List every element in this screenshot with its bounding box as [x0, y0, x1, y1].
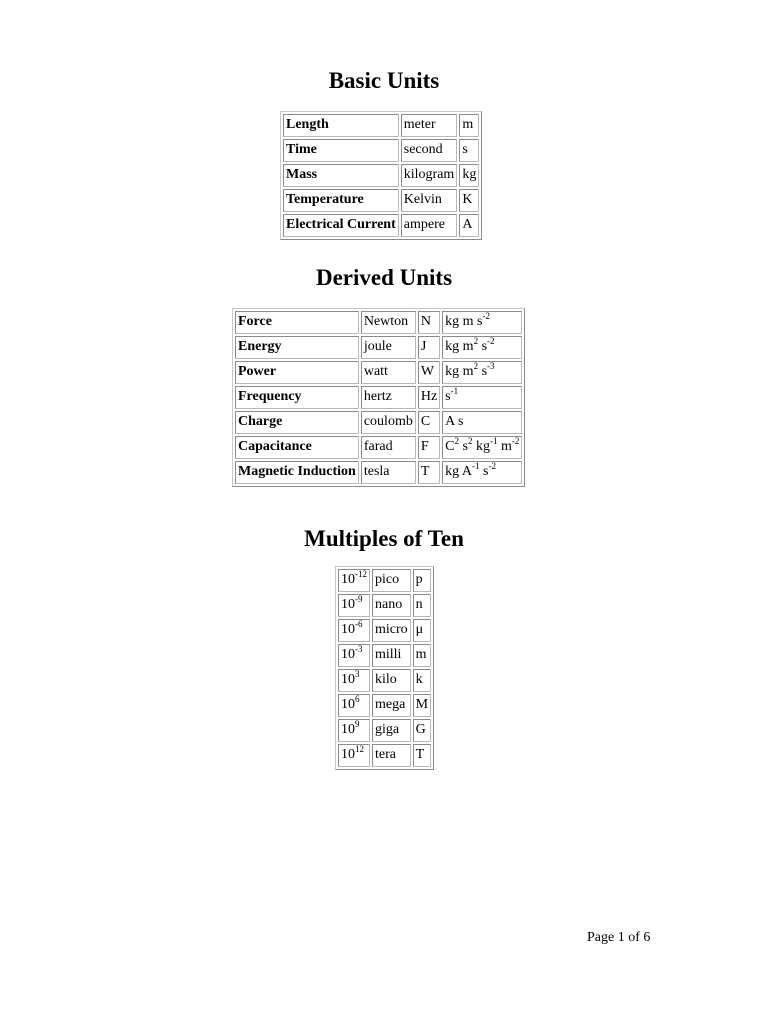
basic-units-title: Basic Units	[328, 68, 440, 93]
quantity-name: Electrical Current	[283, 214, 399, 237]
unit-symbol: s	[459, 139, 479, 162]
page-number: Page 1 of 6	[587, 930, 651, 945]
unit-symbol: W	[418, 361, 440, 384]
quantity-name: Charge	[235, 411, 359, 434]
unit-name: Kelvin	[401, 189, 458, 212]
quantity-name: Frequency	[235, 386, 359, 409]
power-of-ten	[338, 594, 370, 617]
si-expression	[442, 436, 522, 459]
multiples-body	[338, 569, 431, 767]
multiples-table	[335, 566, 434, 770]
power-base: 10	[341, 722, 355, 737]
power-base: 10	[341, 672, 355, 687]
derived-unit-row	[235, 411, 522, 434]
si-exponent: -1	[489, 436, 498, 446]
unit-symbol: K	[459, 189, 479, 212]
multiple-row	[338, 644, 431, 667]
prefix-symbol: μ	[413, 619, 431, 642]
unit-symbol: A	[459, 214, 479, 237]
si-exponent: -2	[482, 311, 491, 321]
prefix-symbol: p	[413, 569, 431, 592]
multiple-row	[338, 744, 431, 767]
basic-unit-row	[283, 214, 479, 237]
si-term: kg A	[445, 464, 473, 479]
power-base: 10	[341, 572, 355, 587]
derived-unit-row	[235, 461, 522, 484]
basic-unit-row	[283, 164, 479, 187]
unit-name: kilogram	[401, 164, 458, 187]
power-base: 10	[341, 747, 355, 762]
derived-unit-row	[235, 386, 522, 409]
si-exponent: 2	[473, 361, 479, 371]
quantity-name: Force	[235, 311, 359, 334]
quantity-name: Magnetic Induction	[235, 461, 359, 484]
power-base: 10	[341, 622, 355, 637]
power-of-ten	[338, 569, 370, 592]
prefix-name: tera	[372, 744, 411, 767]
si-expression	[442, 411, 522, 434]
derived-unit-row	[235, 311, 522, 334]
si-term: m	[497, 439, 512, 454]
unit-symbol: kg	[459, 164, 479, 187]
power-of-ten	[338, 644, 370, 667]
multiple-row	[338, 594, 431, 617]
si-term: A s	[445, 414, 464, 429]
prefix-symbol: T	[413, 744, 431, 767]
unit-name: coulomb	[361, 411, 416, 434]
quantity-name: Length	[283, 114, 399, 137]
prefix-symbol: m	[413, 644, 431, 667]
basic-units-body	[283, 114, 479, 237]
unit-name: ampere	[401, 214, 458, 237]
unit-symbol: m	[459, 114, 479, 137]
si-term: s	[478, 339, 488, 354]
si-term: kg m	[445, 364, 474, 379]
basic-unit-row	[283, 139, 479, 162]
unit-name: joule	[361, 336, 416, 359]
power-of-ten	[338, 694, 370, 717]
unit-name: hertz	[361, 386, 416, 409]
multiple-row	[338, 569, 431, 592]
unit-name: tesla	[361, 461, 416, 484]
unit-symbol: N	[418, 311, 440, 334]
si-expression	[442, 361, 522, 384]
prefix-name: kilo	[372, 669, 411, 692]
quantity-name: Power	[235, 361, 359, 384]
derived-units-title: Derived Units	[315, 265, 453, 290]
power-exponent: -9	[355, 594, 363, 604]
power-base: 10	[341, 697, 355, 712]
quantity-name: Time	[283, 139, 399, 162]
prefix-symbol: M	[413, 694, 431, 717]
si-exponent: -2	[487, 336, 495, 346]
power-exponent: 3	[355, 669, 360, 679]
si-term: s	[445, 389, 451, 404]
si-term: kg	[472, 439, 490, 454]
quantity-name: Mass	[283, 164, 399, 187]
basic-units-table	[280, 111, 482, 240]
power-of-ten	[338, 619, 370, 642]
prefix-symbol: k	[413, 669, 431, 692]
si-term: C	[445, 439, 455, 454]
si-exponent: -1	[472, 461, 480, 471]
prefix-name: milli	[372, 644, 411, 667]
unit-name: meter	[401, 114, 458, 137]
si-expression	[442, 386, 522, 409]
multiple-row	[338, 619, 431, 642]
multiple-row	[338, 719, 431, 742]
power-exponent: -12	[355, 569, 367, 579]
unit-symbol: J	[418, 336, 440, 359]
power-of-ten	[338, 669, 370, 692]
si-expression	[442, 461, 522, 484]
si-term: s	[459, 439, 468, 454]
si-expression	[442, 311, 522, 334]
power-of-ten	[338, 719, 370, 742]
si-expression	[442, 336, 522, 359]
multiples-title: Multiples of Ten	[304, 526, 464, 551]
si-exponent: -1	[450, 386, 459, 396]
power-exponent: 9	[355, 719, 360, 729]
si-exponent: 2	[473, 336, 479, 346]
derived-unit-row	[235, 336, 522, 359]
power-exponent: 12	[355, 744, 364, 754]
quantity-name: Temperature	[283, 189, 399, 212]
power-exponent: 6	[355, 694, 360, 704]
basic-unit-row	[283, 114, 479, 137]
si-exponent: -2	[488, 461, 496, 471]
derived-units-table	[232, 308, 525, 487]
si-exponent: -3	[487, 361, 495, 371]
prefix-name: pico	[372, 569, 411, 592]
power-base: 10	[341, 647, 355, 662]
derived-unit-row	[235, 361, 522, 384]
power-exponent: -6	[355, 619, 363, 629]
derived-units-body	[235, 311, 522, 484]
power-exponent: -3	[355, 644, 363, 654]
basic-unit-row	[283, 189, 479, 212]
prefix-name: nano	[372, 594, 411, 617]
si-term: s	[478, 364, 488, 379]
power-of-ten	[338, 744, 370, 767]
unit-name: second	[401, 139, 458, 162]
si-exponent: 2	[454, 436, 460, 446]
si-term: kg m s	[445, 314, 483, 329]
unit-symbol: F	[418, 436, 440, 459]
prefix-symbol: G	[413, 719, 431, 742]
derived-unit-row	[235, 436, 522, 459]
power-base: 10	[341, 597, 355, 612]
si-term: kg m	[445, 339, 474, 354]
prefix-name: micro	[372, 619, 411, 642]
unit-symbol: T	[418, 461, 440, 484]
quantity-name: Capacitance	[235, 436, 359, 459]
prefix-symbol: n	[413, 594, 431, 617]
unit-symbol: C	[418, 411, 440, 434]
si-exponent: 2	[467, 436, 473, 446]
unit-name: Newton	[361, 311, 416, 334]
prefix-name: giga	[372, 719, 411, 742]
unit-name: farad	[361, 436, 416, 459]
si-term: s	[479, 464, 489, 479]
quantity-name: Energy	[235, 336, 359, 359]
si-exponent: -2	[511, 436, 520, 446]
multiple-row	[338, 694, 431, 717]
prefix-name: mega	[372, 694, 411, 717]
unit-name: watt	[361, 361, 416, 384]
unit-symbol: Hz	[418, 386, 440, 409]
multiple-row	[338, 669, 431, 692]
